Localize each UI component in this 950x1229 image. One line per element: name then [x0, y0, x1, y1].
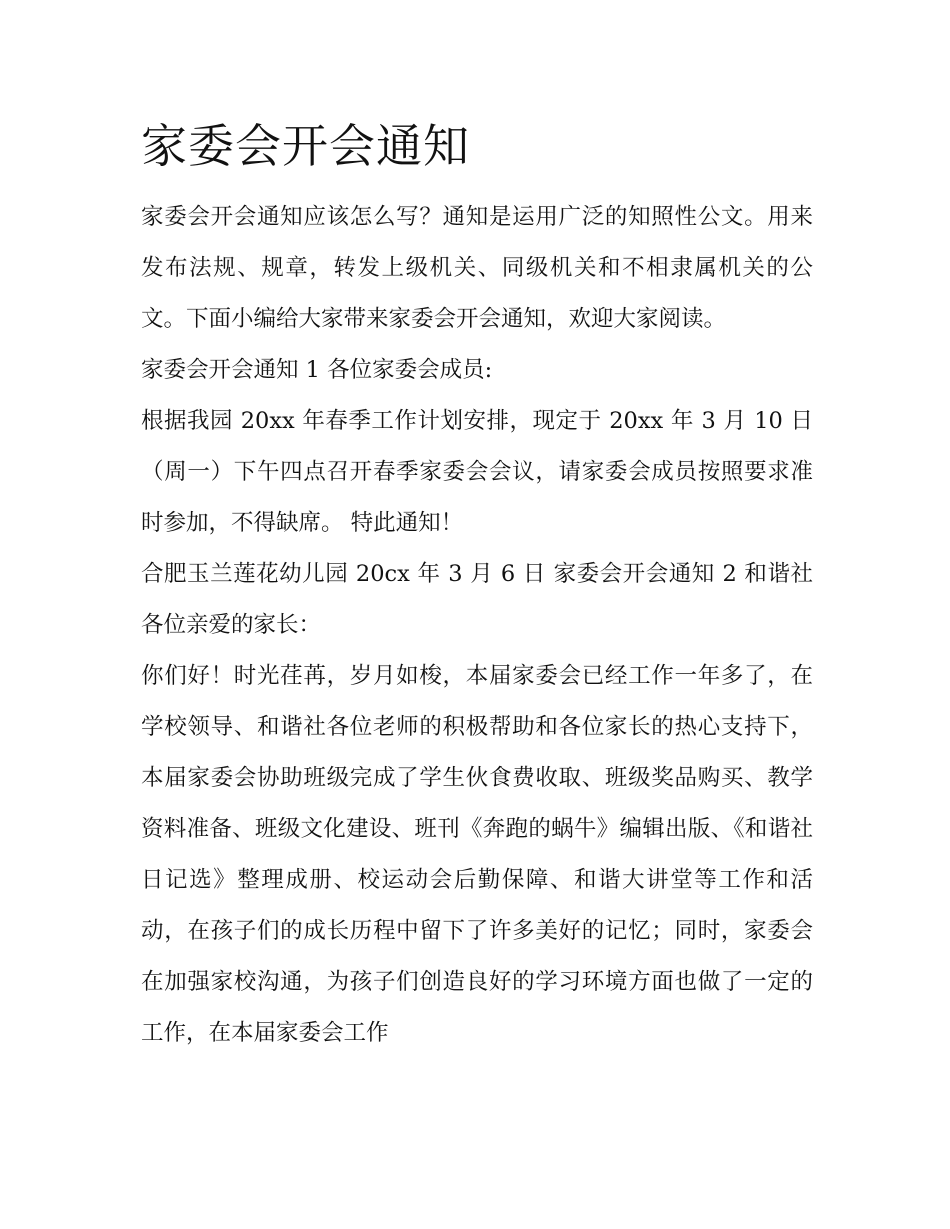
- intro-paragraph: 家委会开会通知应该怎么写？通知是运用广泛的知照性公文。用来发布法规、规章，转发上级机关、同级机关和不相隶属机关的公文。下面小编给大家带来家委会开会通知，欢迎大家阅读。: [141, 204, 813, 332]
- document-page: [141, 110, 813, 1059]
- document-title: 家委会开会通知: [141, 119, 470, 173]
- notice-1-signature-and-notice-2-salutation: 合肥玉兰莲花幼儿园 20cx 年 3 月 6 日 家委会开会通知 2 和谐社各位亲爱的家长：: [141, 561, 813, 638]
- notice-2-body: 你们好！时光荏苒，岁月如梭，本届家委会已经工作一年多了，在学校领导、和谐社各位老师的积极帮助和各位家长的热心支持下，本届家委会协助班级完成了学生伙食费收取、班级奖品购买、教学资料准备、班级文化建设、班刊《奔跑的蜗牛》编辑出版、《和谐社日记选》整理成册、校运动会后勤保障、和谐大讲堂等工作和活动，在孩子们的成长历程中留下了许多美好的记忆；同时，家委会在加强家校沟通，为孩子们创造良好的学习环境方面也做了一定的工作，在本届家委会工作: [141, 663, 813, 1046]
- notice-1-salutation: 家委会开会通知 1 各位家委会成员:: [141, 357, 493, 383]
- notice-1-body: 根据我园 20xx 年春季工作计划安排，现定于 20xx 年 3 月 10 日（周一）下午四点召开春季家委会会议，请家委会成员按照要求准时参加，不得缺席。 特此通知！: [141, 408, 813, 536]
